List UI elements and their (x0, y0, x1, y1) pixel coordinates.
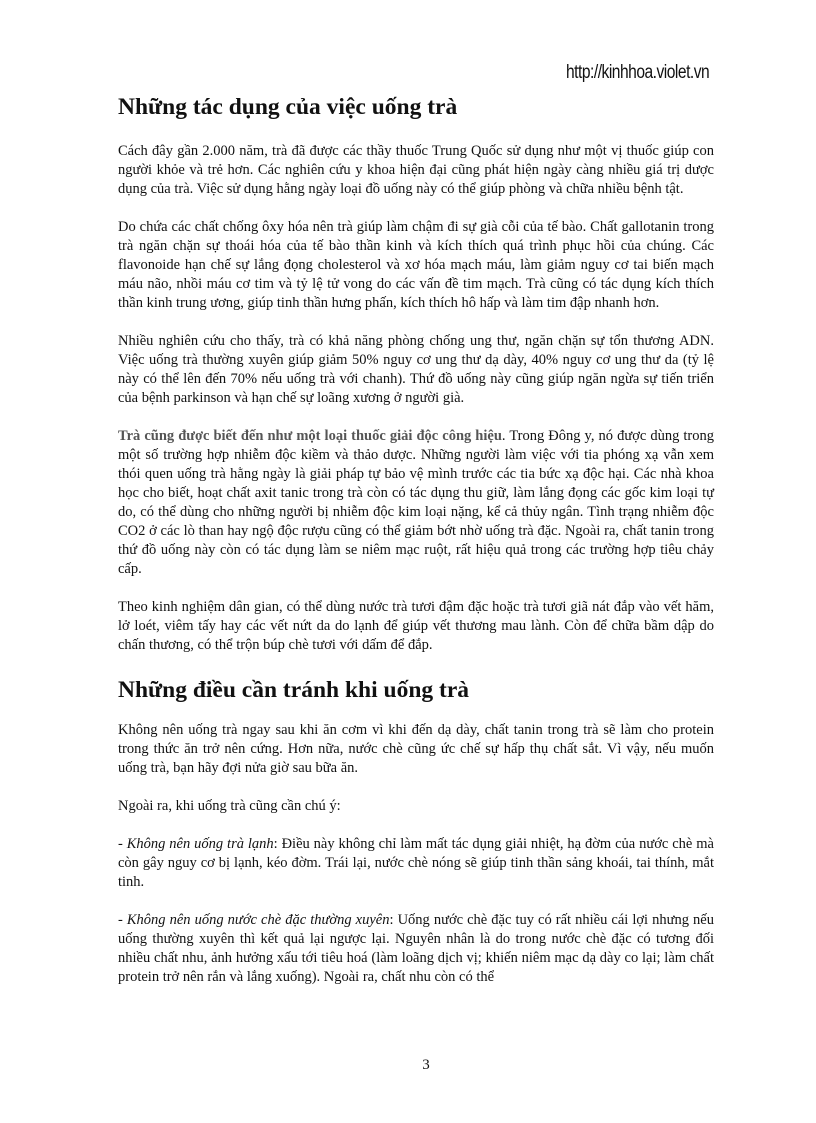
detox-text: . Trong Đông y, nó được dùng trong một số trường hợp nhiễm độc kiềm và thảo dược. Những người làm việc với tia phóng xạ vẫn xem thói quen uống trà hằng ngày là giải pháp tự bảo vệ mình trước các tia bức xạ độc hại. Các nhà khoa học cho biết, hoạt chất axit tanic trong trà còn có tác dụng thu giữ, làm lắng đọng các gốc kim loại tự do, có thể dùng cho những người bị nhiễm độc kim loại nặng, kể cả thủy ngân. Tình trạng nhiễm độc CO2 ở các lò than hay ngộ độc rượu cũng có thể giảm bớt nhờ uống trà đặc. Ngoài ra, chất tanin trong thứ đồ uống này còn có tác dụng làm se niêm mạc ruột, rất hiệu quả trong các trường hợp tiêu chảy cấp. (118, 428, 714, 577)
strong-tea-heading: Không nên uống nước chè đặc thường xuyên (126, 912, 390, 928)
cold-tea-heading: Không nên uống trà lạnh (126, 836, 274, 852)
cold-tea-text: : Điều này không chỉ làm mất tác dụng giải nhiệt, hạ đờm của nước chè mà còn gây nguy cơ bị lạnh, kéo đờm. Trái lại, nước chè nóng sẽ giúp tinh thần sảng khoái, tai thính, mắt tinh. (118, 836, 714, 890)
paragraph-history: Cách đây gần 2.000 năm, trà đã được các thầy thuốc Trung Quốc sử dụng như một vị thuốc giúp con người khỏe và trẻ hơn. Các nghiên cứu y khoa hiện đại cũng phát hiện ngày càng nhiều giá trị dược dụng của trà. Việc sử dụng hằng ngày loại đồ uống này có thể giúp phòng và chữa nhiều bệnh tật. (118, 143, 714, 197)
paragraph-cancer: Nhiều nghiên cứu cho thấy, trà có khả năng phòng chống ung thư, ngăn chặn sự tổn thương ADN. Việc uống trà thường xuyên giúp giảm 50% nguy cơ ung thư dạ dày, 40% nguy cơ ung thư da (tỷ lệ này có thể lên đến 70% nếu uống trà với chanh). Thứ đồ uống này cũng giúp ngăn ngừa sự tiến triển của bệnh parkinson và hạn chế sự loãng xương ở người già. (118, 333, 714, 406)
paragraph-after-meal: Không nên uống trà ngay sau khi ăn cơm vì khi đến dạ dày, chất tanin trong trà sẽ làm cho protein trong thức ăn trở nên cứng. Hơn nữa, nước chè cũng ức chế sự hấp thụ chất sắt. Vì vậy, nếu muốn uống trà, bạn hãy đợi nửa giờ sau bữa ăn. (118, 722, 714, 776)
section-title-benefits: Những tác dụng của việc uống trà (118, 94, 458, 120)
page-number: 3 (422, 1057, 430, 1073)
paragraph-antioxidant: Do chứa các chất chống ôxy hóa nên trà giúp làm chậm đi sự già cỗi của tế bào. Chất gallotanin trong trà ngăn chặn sự thoái hóa của tế bào thần kinh và kích thích quá trình phục hồi của chúng. Các flavonoide hạn chế sự lắng đọng cholesterol và xơ hóa mạch máu, làm giảm nguy cơ tai biến mạch máu não, nhồi máu cơ tim và tỷ lệ tử vong do các vấn đề tim mạch. Trà cũng có tác dụng kích thích thần kinh trung ương, giúp tinh thần hưng phấn, kích thích hô hấp và làm tim đập nhanh hơn. (118, 219, 714, 311)
paragraph-notes-intro: Ngoài ra, khi uống trà cũng cần chú ý: (118, 798, 341, 814)
strong-tea-text: : Uống nước chè đặc tuy có rất nhiều cái lợi nhưng nếu uống thường xuyên thì kết quả lại ngược lại. Nguyên nhân là do trong nước chè đặc có tương đối nhiều chất nhu, ảnh hưởng xấu tới tiêu hoá (làm loãng dịch vị; khiến niêm mạc dạ dày co lại; làm chất protein trở nên rắn và lắng xuống). Ngoài ra, chất nhu còn có thể (118, 912, 714, 985)
paragraph-strong-tea (118, 911, 714, 987)
section-title-avoid: Những điều cần tránh khi uống trà (118, 677, 470, 703)
document-body (118, 92, 714, 1006)
bullet-dash: - (118, 836, 127, 852)
bullet-dash: - (118, 912, 127, 928)
paragraph-cold-tea (118, 835, 714, 892)
paragraph-folk-remedy: Theo kinh nghiệm dân gian, có thể dùng nước trà tươi đậm đặc hoặc trà tươi giã nát đắp vào vết hăm, lở loét, viêm tấy hay các vết nứt da do lạnh để giúp vết thương mau lành. Còn để chữa bầm dập do chấn thương, có thể trộn búp chè tươi với dấm để đắp. (118, 599, 714, 653)
detox-highlight: Trà cũng được biết đến như một loại thuốc giải độc công hiệu (118, 428, 502, 444)
source-url: http://kinhhoa.violet.vn (566, 62, 710, 83)
paragraph-detox (118, 427, 714, 579)
